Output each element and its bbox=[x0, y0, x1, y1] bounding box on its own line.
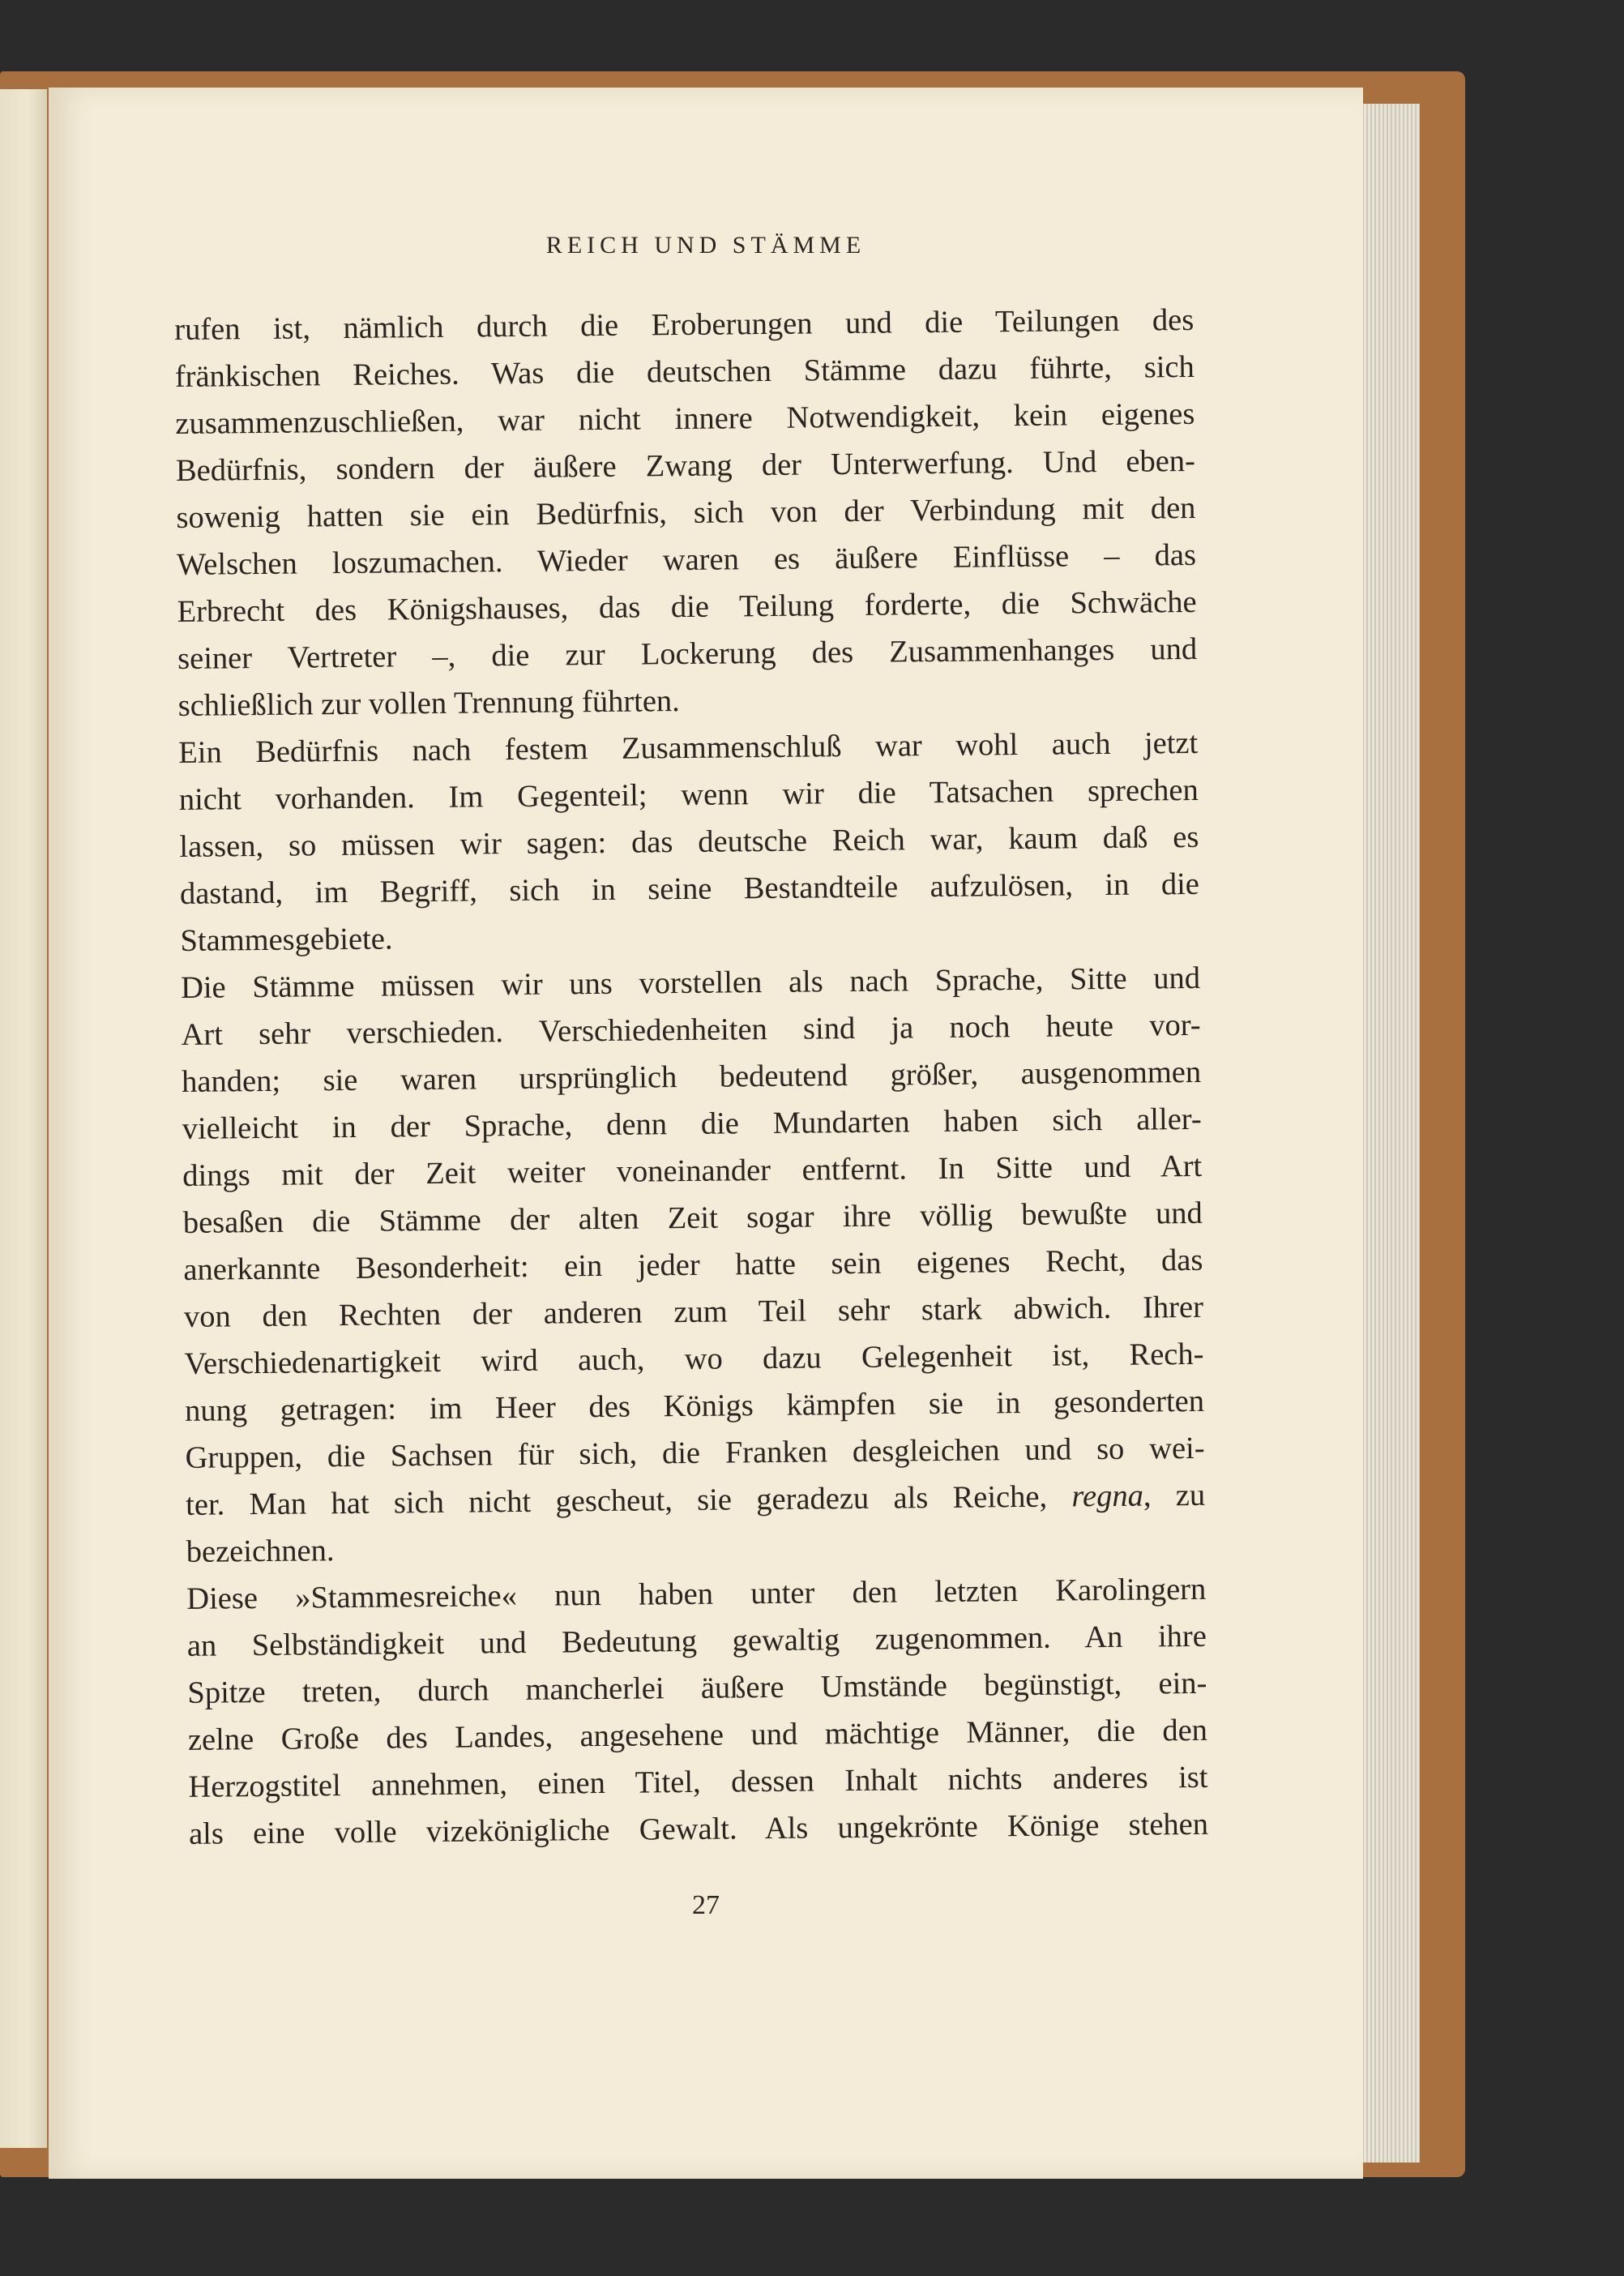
text-line: handen; sie waren ursprünglich bedeutend größer, ausgenommen bbox=[181, 1055, 1202, 1099]
text-line: rufen ist, nämlich durch die Eroberungen und die Teilungen des bbox=[174, 302, 1194, 347]
paragraph-3 bbox=[181, 955, 1206, 1576]
text-line: anerkannte Besonderheit: ein jeder hatte sein eigenes Recht, das bbox=[183, 1243, 1203, 1287]
paragraph-1 bbox=[174, 297, 1198, 729]
text-line: an Selbständigkeit und Bedeutung gewaltig zugenommen. An ihre bbox=[186, 1619, 1207, 1663]
text-line: zelne Große des Landes, angesehene und mächtige Männer, die den bbox=[187, 1713, 1208, 1757]
text-line: nung getragen: im Heer des Königs kämpfen sie in gesonderten bbox=[184, 1384, 1205, 1428]
text-line: Stammesgebiete. bbox=[180, 922, 393, 958]
text-line: bezeichnen. bbox=[186, 1534, 335, 1569]
text-line: zusammenzuschließen, war nicht innere Notwendigkeit, kein eigenes bbox=[175, 396, 1195, 441]
page-number: 27 bbox=[692, 1890, 720, 1920]
book-page bbox=[49, 88, 1363, 2179]
text-line: besaßen die Stämme der alten Zeit sogar ihre völlig bewußte und bbox=[182, 1196, 1203, 1240]
paragraph-4 bbox=[186, 1566, 1208, 1858]
running-head: REICH UND STÄMME bbox=[545, 232, 866, 259]
text-line: Gruppen, die Sachsen für sich, die Franken desgleichen und so wei- bbox=[185, 1431, 1205, 1475]
text-line: Verschiedenartigkeit wird auch, wo dazu Gelegenheit ist, Rech- bbox=[184, 1337, 1204, 1381]
italic-term: regna bbox=[1071, 1478, 1144, 1514]
text-line: seiner Vertreter –, die zur Lockerung des Zusammenhanges und bbox=[177, 631, 1198, 676]
text-line: als eine volle vizekönigliche Gewalt. Als ungekrönte Könige stehen bbox=[188, 1807, 1209, 1851]
text-line: dings mit der Zeit weiter voneinander entfernt. In Sitte und Art bbox=[182, 1149, 1203, 1193]
text-line: Erbrecht des Königshauses, das die Teilung forderte, die Schwäche bbox=[177, 584, 1197, 629]
text-line: nicht vorhanden. Im Gegenteil; wenn wir die Tatsachen sprechen bbox=[178, 772, 1199, 817]
paragraph-2 bbox=[178, 720, 1200, 965]
text-line: Diese »Stammesreiche« nun haben unter den letzten Karolingern bbox=[186, 1572, 1207, 1616]
text-line: Bedürfnis, sondern der äußere Zwang der Unterwerfung. Und eben- bbox=[175, 443, 1196, 488]
text-line: Herzogstitel annehmen, einen Titel, dessen Inhalt nichts anderes ist bbox=[188, 1760, 1208, 1804]
text-line: dastand, im Begriff, sich in seine Bestandteile aufzulösen, in die bbox=[179, 866, 1200, 911]
text-line: schließlich zur vollen Trennung führten. bbox=[177, 684, 681, 723]
text-line: Die Stämme müssen wir uns vorstellen als nach Sprache, Sitte und bbox=[180, 960, 1201, 1005]
text-line: Spitze treten, durch mancherlei äußere Umstände begünstigt, ein- bbox=[187, 1666, 1207, 1710]
text-line: von den Rechten der anderen zum Teil sehr stark abwich. Ihrer bbox=[183, 1290, 1204, 1334]
text-line: sowenig hatten sie ein Bedürfnis, sich von der Verbindung mit den bbox=[176, 490, 1196, 535]
text-line: Ein Bedürfnis nach festem Zusammenschluß war wohl auch jetzt bbox=[178, 725, 1199, 770]
text-line: fränkischen Reiches. Was die deutschen Stämme dazu führte, sich bbox=[174, 349, 1194, 394]
text-line: ter. Man hat sich nicht gescheut, sie geradezu als Reiche, regna, zu bbox=[185, 1478, 1206, 1522]
body-text bbox=[174, 297, 1208, 1858]
text-line: Art sehr verschieden. Verschiedenheiten sind ja noch heute vor- bbox=[181, 1008, 1201, 1052]
text-line: Welschen loszumachen. Wieder waren es äußere Einflüsse – das bbox=[176, 537, 1197, 582]
text-line: lassen, so müssen wir sagen: das deutsche Reich war, kaum daß es bbox=[179, 819, 1199, 864]
facing-page-edge bbox=[0, 89, 47, 2148]
text-line: vielleicht in der Sprache, denn die Mundarten haben sich aller- bbox=[182, 1102, 1202, 1146]
